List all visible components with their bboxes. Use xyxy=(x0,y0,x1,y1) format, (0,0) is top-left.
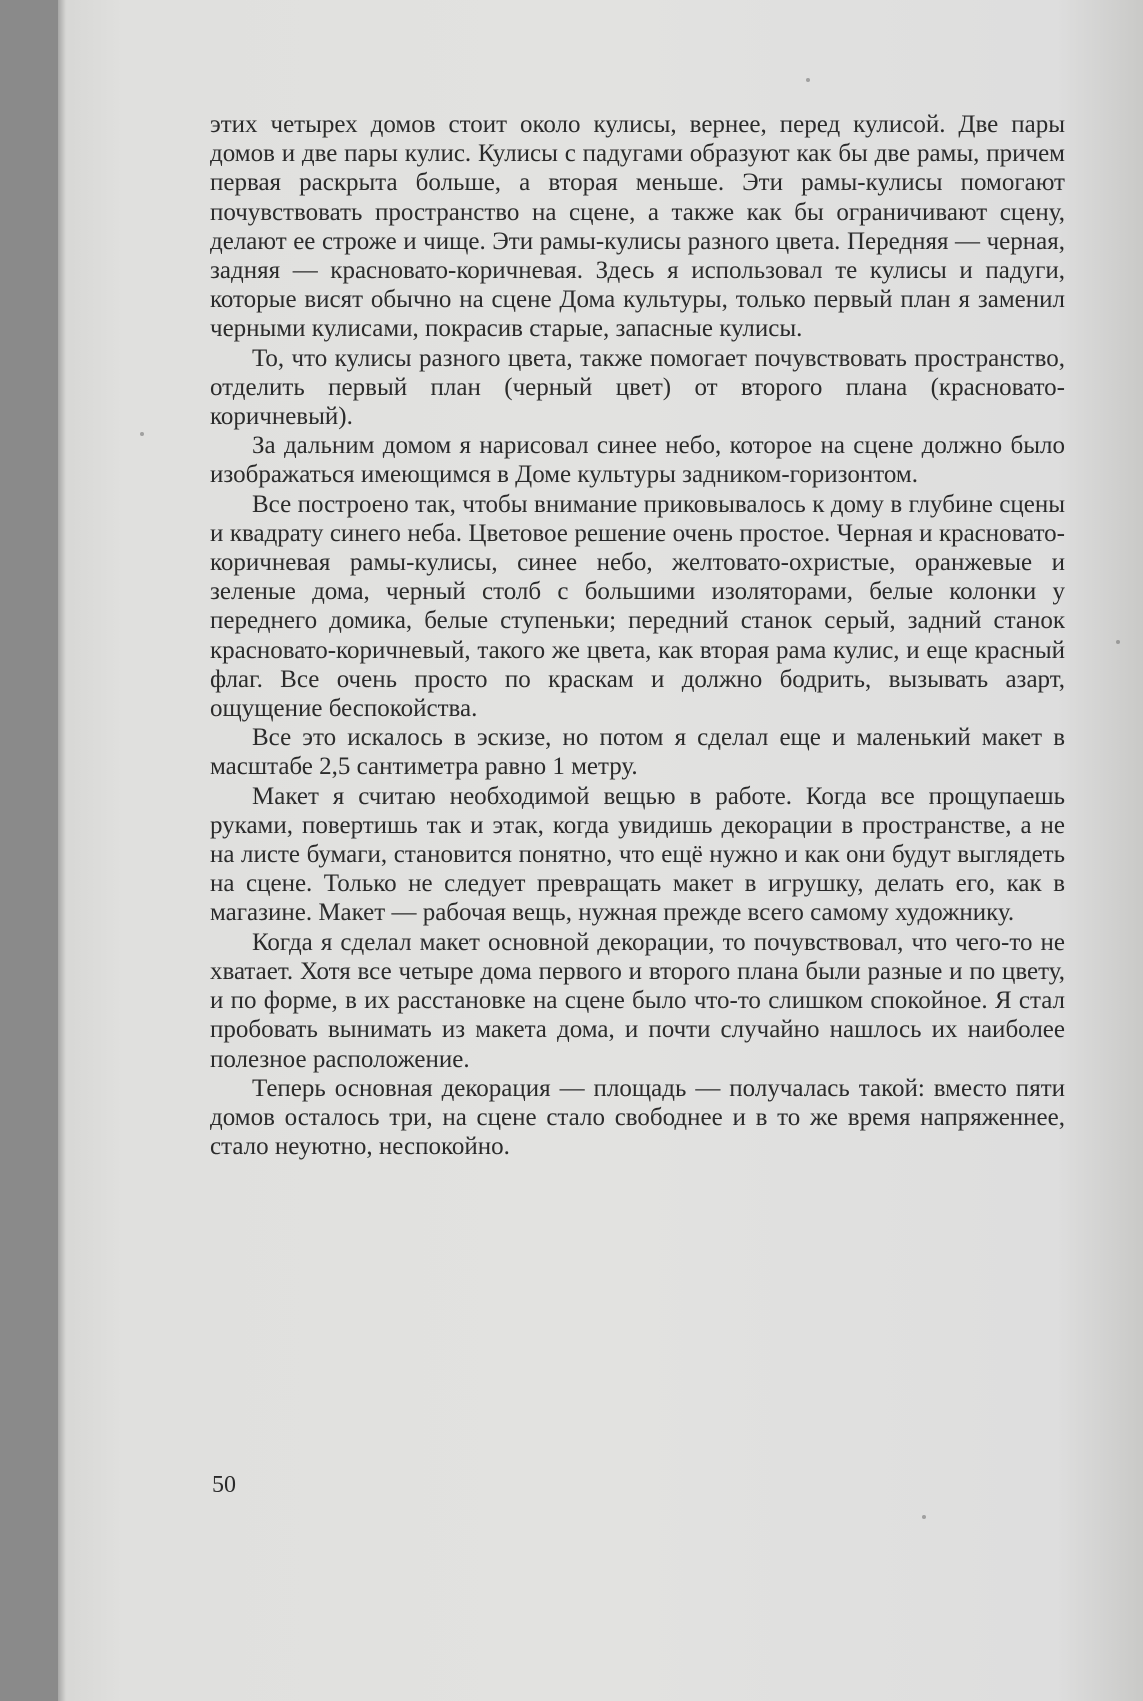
scan-speck xyxy=(806,78,810,82)
paragraph: За дальним домом я нарисовал синее небо, которое на сцене должно было изображаться имеющимся в Доме культуры задником-горизонтом. xyxy=(210,432,1065,489)
page-fold-shadow xyxy=(58,0,66,1701)
paragraph: Теперь основная декорация — площадь — получалась такой: вместо пяти домов осталось три, на сцене стало свободнее и в то же время напряженнее, стало неуютно, неспокойно. xyxy=(210,1074,1065,1161)
paragraph: Все построено так, чтобы внимание приковывалось к дому в глубине сцены и квадрату синего неба. Цветовое решение очень простое. Черная и красновато-коричневая рамы-кулисы, синее небо, желтовато-охристые, оранжевые и зеленые дома, черный столб с большими изоляторами, белые колонки у переднего домика, белые ступеньки; передний станок серый, задний станок красновато-коричневый, такого же цвета, как вторая рама кулис, и еще красный флаг. Все очень просто по краскам и должно бодрить, вызывать азарт, ощущение беспокойства. xyxy=(210,490,1065,723)
scan-speck xyxy=(1116,640,1120,644)
paragraph: То, что кулисы разного цвета, также помогает почувствовать пространство, отделить первый план (черный цвет) от второго плана (красновато-коричневый). xyxy=(210,344,1065,431)
scan-speck xyxy=(922,1515,926,1519)
body-text xyxy=(210,110,1065,1161)
page-number: 50 xyxy=(212,1472,236,1498)
paragraph: Макет я считаю необходимой вещью в работе. Когда все прощупаешь руками, повертишь так и этак, когда увидишь декорации в пространстве, а не на листе бумаги, становится понятно, что ещё нужно и как они будут выглядеть на сцене. Только не следует превращать макет в игрушку, делать его, как в магазине. Макет — рабочая вещь, нужная прежде всего самому художнику. xyxy=(210,782,1065,927)
paragraph: Когда я сделал макет основной декорации, то почувствовал, что чего-то не хватает. Хотя все четыре дома первого и второго плана были разные и по цвету, и по форме, в их расстановке на сцене было что-то слишком спокойное. Я стал пробовать вынимать из макета дома, и почти случайно нашлось их наиболее полезное расположение. xyxy=(210,928,1065,1073)
paragraph: этих четырех домов стоит около кулисы, вернее, перед кулисой. Две пары домов и две пары кулис. Кулисы с падугами образуют как бы две рамы, причем первая раскрыта больше, а вторая меньше. Эти рамы-кулисы помогают почувствовать пространство на сцене, а также как бы ограничивают сцену, делают ее строже и чище. Эти рамы-кулисы разного цвета. Передняя — черная, задняя — красновато-коричневая. Здесь я использовал те кулисы и падуги, которые висят обычно на сцене Дома культуры, только первый план я заменил черными кулисами, покрасив старые, запасные кулисы. xyxy=(210,111,1065,343)
paragraph: Все это искалось в эскизе, но потом я сделал еще и маленький макет в масштабе 2,5 сантиметра равно 1 метру. xyxy=(210,724,1065,781)
scan-speck xyxy=(140,432,144,436)
